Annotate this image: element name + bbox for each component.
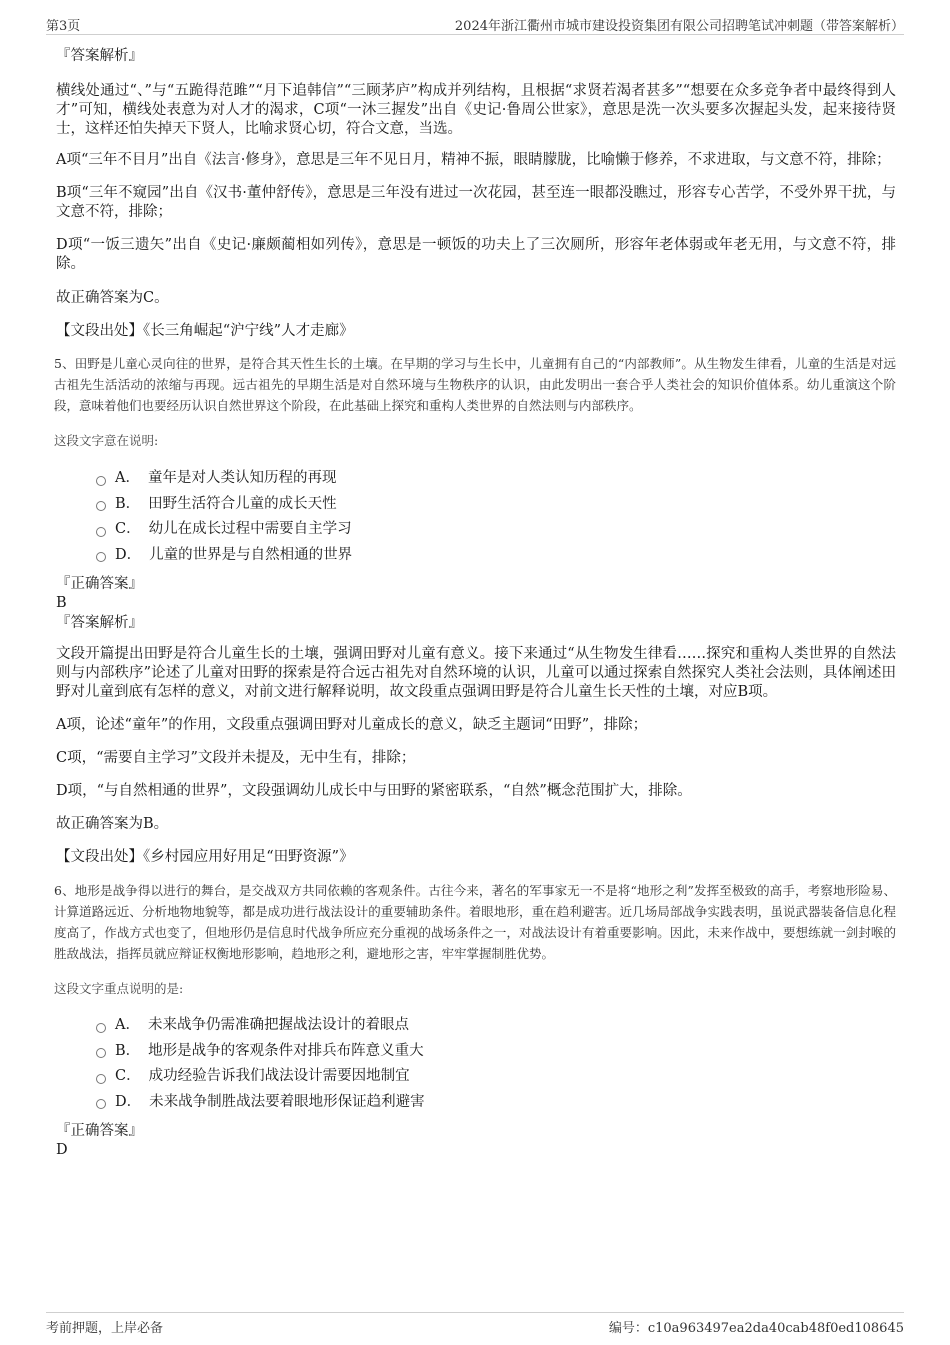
option-c[interactable]: C． 幼儿在成长过程中需要自主学习	[96, 517, 896, 543]
page-content	[56, 44, 896, 1160]
question-stem: 这段文字重点说明的是:	[54, 981, 184, 996]
radio-icon[interactable]	[96, 1023, 106, 1033]
page-number: 第3页	[46, 19, 81, 34]
question-text: 6、地形是战争得以进行的舞台，是交战双方共同依赖的客观条件。古往今来，著名的军事家无一不是将“地形之利”发挥至极致的高手，考察地形险易、计算道路远近、分析地物地貌等，都是成功进行战法设计的重要辅助条件。着眼地形，重在趋利避害。近几场局部战争实践表明，虽说武器装备信息化程度高了，作战方式也变了，但地形仍是信息时代战争所应充分重视的战场条件之一，对战法设计有着重要影响。因此，未来作战中，要想练就一剑封喉的胜敌战法，指挥员就应辩证权衡地形影响，趋地形之利，避地形之害，牢牢掌握制胜优势。	[54, 883, 896, 961]
answer-conclusion: 故正确答案为C。	[56, 290, 169, 306]
correct-answer: D	[56, 1142, 68, 1158]
radio-icon[interactable]	[96, 552, 106, 562]
page-footer	[46, 1312, 904, 1337]
correct-answer: B	[56, 595, 67, 611]
analysis-paragraph: D项，“与自然相通的世界”，文段强调幼儿成长中与田野的紧密联系，“自然”概念范围扩大，排除。	[56, 783, 692, 799]
radio-icon[interactable]	[96, 1048, 106, 1058]
page-header	[46, 14, 904, 35]
question-text: 5、田野是儿童心灵向往的世界，是符合其天性生长的土壤。在早期的学习与生长中，儿童拥有自己的“内部教师”。从生物发生律看，儿童的生活是对远古祖先生活活动的浓缩与再现。远古祖先的早期生活是对自然环境与生物秩序的认识，由此发明出一套合乎人类社会的知识价值体系。幼儿重演这个阶段，意味着他们也要经历认识自然世界这个阶段，在此基础上探究和重构人类世界的自然法则与内部秩序。	[54, 356, 896, 413]
analysis-label: 『答案解析』	[56, 48, 143, 64]
document-title: 2024年浙江衢州市城市建设投资集团有限公司招聘笔试冲刺题（带答案解析）	[454, 19, 904, 34]
answer-label: 『正确答案』	[56, 1123, 143, 1139]
analysis-label: 『答案解析』	[56, 615, 143, 631]
analysis-paragraph: C项，“需要自主学习”文段并未提及，无中生有，排除；	[56, 750, 416, 766]
option-b[interactable]: B． 地形是战争的客观条件对排兵布阵意义重大	[96, 1039, 896, 1065]
radio-icon[interactable]	[96, 527, 106, 537]
radio-icon[interactable]	[96, 501, 106, 511]
source-citation: 【文段出处】《乡村园应用好用足“田野资源”》	[56, 849, 354, 865]
document-id: 编号：c10a963497ea2da40cab48f0ed108645	[608, 1321, 904, 1336]
footer-slogan: 考前押题，上岸必备	[46, 1321, 164, 1336]
source-citation: 【文段出处】《长三角崛起“沪宁线”人才走廊》	[56, 323, 354, 339]
analysis-paragraph: 横线处通过“、”与“五跪得范雎”“月下追韩信”“三顾茅庐”构成并列结构，且根据“求贤若渴者甚多”“想要在众多竞争者中最终得到人才”可知，横线处表意为对人才的渴求，C项“一沐三握发”出自《史记·鲁周公世家》，意思是洗一次头要多次握起头发，起来接待贤士，这样还怕失掉天下贤人，比喻求贤心切，符合文意，当选。	[56, 83, 896, 137]
option-d[interactable]: D． 儿童的世界是与自然相通的世界	[96, 543, 896, 569]
option-a[interactable]: A． 未来战争仍需准确把握战法设计的着眼点	[96, 1013, 896, 1039]
answer-label: 『正确答案』	[56, 576, 143, 592]
analysis-paragraph: A项“三年不目月”出自《法言·修身》，意思是三年不见日月，精神不振，眼睛朦胧，比喻懒于修养，不求进取，与文意不符，排除；	[56, 152, 891, 168]
option-list	[56, 1013, 896, 1115]
answer-conclusion: 故正确答案为B。	[56, 816, 169, 832]
question-stem: 这段文字意在说明:	[54, 433, 159, 448]
analysis-paragraph: D项“一饭三遗矢”出自《史记·廉颇蔺相如列传》，意思是一顿饭的功夫上了三次厕所，形容年老体弱或年老无用，与文意不符，排除。	[56, 237, 896, 272]
option-b[interactable]: B． 田野生活符合儿童的成长天性	[96, 492, 896, 518]
radio-icon[interactable]	[96, 1074, 106, 1084]
option-d[interactable]: D． 未来战争制胜战法要着眼地形保证趋利避害	[96, 1090, 896, 1116]
analysis-paragraph: 文段开篇提出田野是符合儿童生长的土壤，强调田野对儿童有意义。接下来通过“从生物发生律看……探究和重构人类世界的自然法则与内部秩序”论述了儿童对田野的探索是符合远古祖先对自然环境的认识，儿童可以通过探索自然探究人类社会法则，具体阐述田野对儿童到底有怎样的意义，对前文进行解释说明，故文段重点强调田野是符合儿童生长天性的土壤，对应B项。	[56, 646, 896, 700]
radio-icon[interactable]	[96, 1099, 106, 1109]
option-list	[56, 466, 896, 568]
option-c[interactable]: C． 成功经验告诉我们战法设计需要因地制宜	[96, 1064, 896, 1090]
analysis-paragraph: B项“三年不窥园”出自《汉书·董仲舒传》，意思是三年没有进过一次花园，甚至连一眼都没瞧过，形容专心苦学，不受外界干扰，与文意不符，排除；	[56, 185, 896, 220]
analysis-paragraph: A项，论述“童年”的作用，文段重点强调田野对儿童成长的意义，缺乏主题词“田野”，排除；	[56, 717, 648, 733]
radio-icon[interactable]	[96, 476, 106, 486]
option-a[interactable]: A． 童年是对人类认知历程的再现	[96, 466, 896, 492]
